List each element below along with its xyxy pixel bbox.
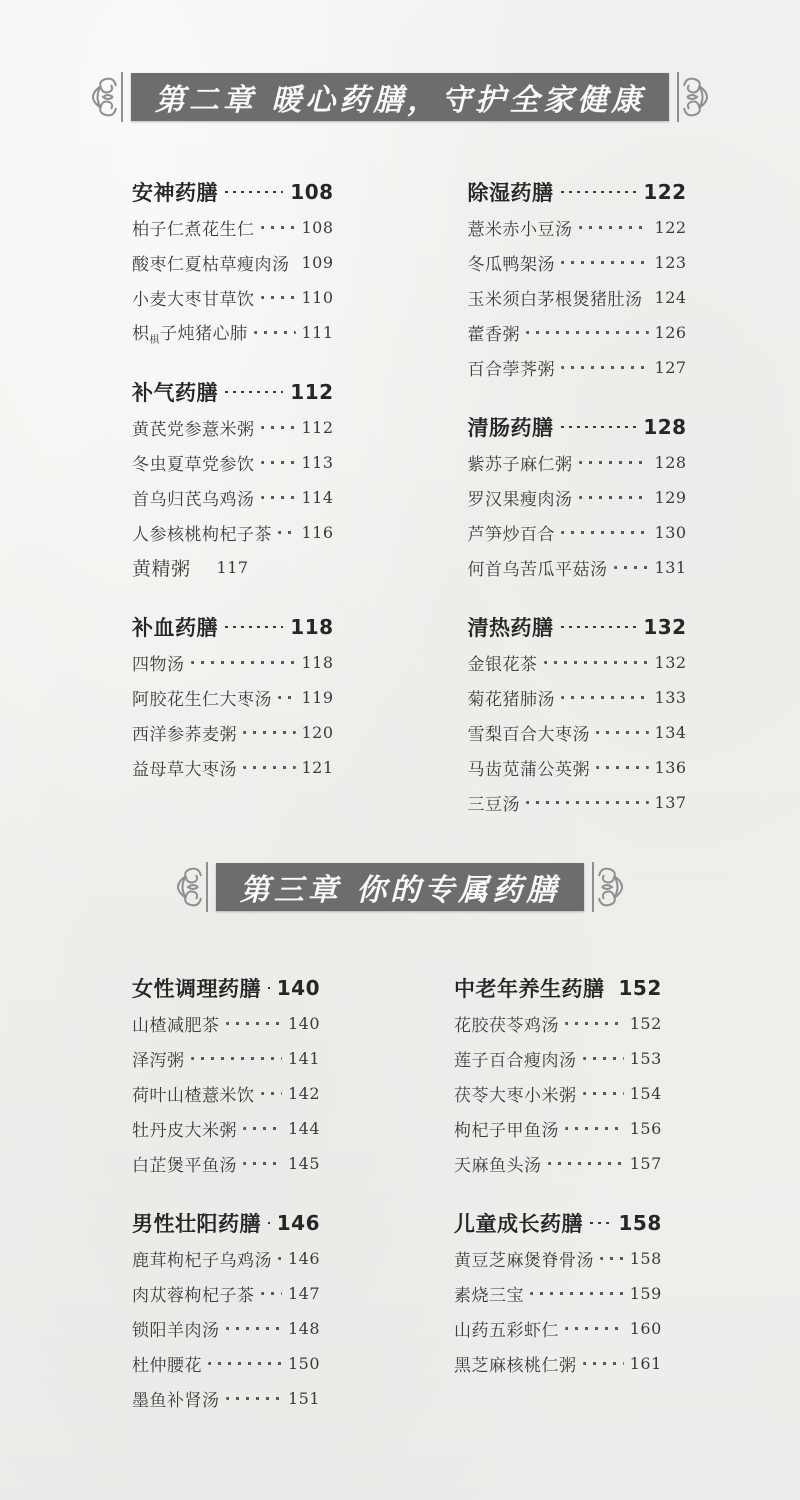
toc-item-row xyxy=(454,1076,662,1111)
section-dot-leader xyxy=(225,191,283,193)
chapter-2-banner-row xyxy=(0,70,800,124)
toc-item-title: 白芷煲平鱼汤 xyxy=(132,1156,237,1176)
toc-item-title: 泽泻粥 xyxy=(132,1051,185,1071)
toc-section xyxy=(468,409,687,585)
toc-item-page: 151 xyxy=(287,1389,320,1408)
toc-item-page: 156 xyxy=(629,1119,662,1138)
toc-item-row xyxy=(468,445,687,480)
section-page: 158 xyxy=(618,1211,662,1235)
section-item-list xyxy=(468,210,687,385)
toc-item-row xyxy=(132,1311,320,1346)
toc-item-page: 109 xyxy=(301,253,334,272)
toc-item-row xyxy=(468,750,687,785)
toc-item-dot-leader xyxy=(243,766,296,769)
section-header xyxy=(454,970,662,1006)
toc-section xyxy=(468,174,687,385)
toc-item-title: 黄豆芝麻煲脊骨汤 xyxy=(454,1251,594,1271)
toc-item-page: 147 xyxy=(287,1284,320,1303)
banner-scroll-ornament-left-icon xyxy=(168,860,210,914)
toc-item-row xyxy=(132,280,334,315)
toc-item-page: 132 xyxy=(654,653,687,672)
toc-item-page: 137 xyxy=(654,793,687,812)
toc-item-title: 锁阳羊肉汤 xyxy=(132,1321,220,1341)
toc-item-dot-leader xyxy=(261,296,296,299)
toc-item-row xyxy=(132,1346,320,1381)
toc-item-dot-leader xyxy=(600,1257,624,1260)
toc-item-title: 素烧三宝 xyxy=(454,1286,524,1306)
toc-item-row xyxy=(132,1041,320,1076)
chapter-2-banner xyxy=(131,73,669,121)
section-item-list xyxy=(454,1241,662,1381)
toc-item-page: 130 xyxy=(654,523,687,542)
toc-item-dot-leader xyxy=(243,1127,282,1130)
toc-item-title: 芦笋炒百合 xyxy=(467,525,556,545)
toc-item-title: 枸杞子甲鱼汤 xyxy=(454,1121,559,1141)
toc-item-row xyxy=(454,1041,662,1076)
section-page: 122 xyxy=(643,180,687,204)
toc-item-title: 杜仲腰花 xyxy=(132,1356,202,1376)
banner-scroll-ornament-right-icon xyxy=(675,70,717,124)
toc-item-page: 119 xyxy=(301,688,334,707)
toc-item-row xyxy=(468,515,687,550)
section-item-list xyxy=(132,210,334,350)
toc-item-page: 133 xyxy=(654,688,687,707)
toc-item-dot-leader xyxy=(548,1162,624,1165)
toc-item-dot-leader xyxy=(261,1092,282,1095)
chapter-3-left-column xyxy=(132,970,320,1416)
toc-item-title: 四物汤 xyxy=(132,655,185,675)
toc-item-row xyxy=(132,1241,320,1276)
section-title: 女性调理药膳 xyxy=(132,977,261,1001)
toc-item-row xyxy=(454,1146,662,1181)
section-title: 男性壮阳药膳 xyxy=(132,1212,261,1236)
toc-item-page: 124 xyxy=(654,288,687,307)
toc-item-row xyxy=(132,515,334,550)
toc-item-title: 益母草大枣汤 xyxy=(132,760,237,780)
toc-item-dot-leader xyxy=(243,1162,282,1165)
toc-item-title: 莲子百合瘦肉汤 xyxy=(454,1051,577,1071)
toc-item-title-small-char: 椇 xyxy=(149,335,160,346)
toc-item-dot-leader xyxy=(208,1362,282,1365)
toc-item-page: 142 xyxy=(287,1084,320,1103)
section-page: 146 xyxy=(276,1211,320,1235)
toc-item-dot-leader xyxy=(579,461,649,464)
toc-item-row xyxy=(468,715,687,750)
banner-scroll-ornament-right-icon xyxy=(590,860,632,914)
toc-item-page: 114 xyxy=(301,488,334,507)
section-page: 140 xyxy=(276,976,320,1000)
toc-item-title: 藿香粥 xyxy=(467,325,521,345)
toc-item-dot-leader xyxy=(544,661,649,664)
toc-item-dot-leader xyxy=(226,1327,282,1330)
section-title: 儿童成长药膳 xyxy=(454,1212,583,1236)
section-dot-leader xyxy=(590,1222,612,1224)
toc-item-dot-leader xyxy=(583,1362,624,1365)
toc-item-page: 146 xyxy=(287,1249,320,1268)
toc-item-row xyxy=(132,715,334,750)
toc-item-page: 111 xyxy=(301,323,334,342)
toc-item-page: 141 xyxy=(287,1049,320,1068)
toc-item-title: 首乌归芪乌鸡汤 xyxy=(132,490,255,510)
toc-item-page: 122 xyxy=(654,218,687,237)
section-header xyxy=(468,609,687,645)
toc-item-title: 百合荸荠粥 xyxy=(467,360,556,380)
toc-item-dot-leader xyxy=(561,531,649,534)
chapter-3-banner xyxy=(216,863,584,911)
section-header xyxy=(468,409,687,445)
toc-item-dot-leader xyxy=(614,566,649,569)
section-title: 清肠药膳 xyxy=(467,416,554,440)
toc-item-row xyxy=(454,1241,662,1276)
section-title: 除湿药膳 xyxy=(467,181,554,205)
section-dot-leader xyxy=(561,426,637,428)
toc-item-page: 145 xyxy=(287,1154,320,1173)
toc-item-row xyxy=(132,645,334,680)
toc-item-row xyxy=(132,315,334,350)
toc-item-dot-leader xyxy=(596,766,649,769)
toc-item-dot-leader xyxy=(565,1022,624,1025)
toc-item-dot-leader xyxy=(526,331,649,334)
toc-item-row xyxy=(468,315,687,350)
section-item-list xyxy=(132,1006,320,1181)
section-dot-leader xyxy=(268,987,270,989)
toc-item-title: 黄精粥 xyxy=(132,558,191,580)
toc-item-dot-leader xyxy=(261,426,296,429)
toc-item-row xyxy=(454,1276,662,1311)
toc-item-page: 129 xyxy=(654,488,687,507)
toc-item-dot-leader xyxy=(191,1057,282,1060)
section-page: 128 xyxy=(643,415,687,439)
toc-item-page: 120 xyxy=(301,723,334,742)
section-dot-leader xyxy=(268,1222,270,1224)
toc-item-page: 121 xyxy=(301,758,334,777)
toc-item-dot-leader xyxy=(579,226,649,229)
toc-item-row xyxy=(132,1276,320,1311)
section-page: 118 xyxy=(290,615,334,639)
toc-item-page: 131 xyxy=(654,558,687,577)
toc-item-title: 花胶茯苓鸡汤 xyxy=(454,1016,559,1036)
chapter-3 xyxy=(0,860,800,1416)
section-title: 补血药膳 xyxy=(132,616,218,640)
chapter-2-columns xyxy=(0,174,800,820)
toc-item-dot-leader xyxy=(565,1327,624,1330)
toc-item-row xyxy=(132,210,334,245)
chapter-3-right-column xyxy=(454,970,662,1416)
toc-item-row xyxy=(468,280,687,315)
toc-section xyxy=(132,174,334,350)
toc-item-dot-leader xyxy=(261,461,296,464)
toc-item-title: 枳$_椇$子炖猪心肺 xyxy=(132,324,248,346)
toc-item-row xyxy=(454,1006,662,1041)
toc-item-dot-leader xyxy=(261,496,296,499)
section-header xyxy=(132,1205,320,1241)
toc-item-row xyxy=(468,550,687,585)
toc-section xyxy=(132,374,334,585)
section-item-list xyxy=(132,1241,320,1416)
toc-item-row xyxy=(132,480,334,515)
toc-item-page: 134 xyxy=(654,723,687,742)
toc-item-dot-leader xyxy=(226,1022,282,1025)
section-dot-leader xyxy=(225,626,283,628)
toc-item-page: 154 xyxy=(629,1084,662,1103)
toc-item-row xyxy=(132,1006,320,1041)
section-title: 安神药膳 xyxy=(132,181,218,205)
section-dot-leader xyxy=(561,191,637,193)
section-dot-leader xyxy=(225,391,283,393)
section-item-list xyxy=(468,645,687,820)
toc-section xyxy=(132,1205,320,1416)
toc-item-title: 金银花茶 xyxy=(467,655,538,675)
toc-item-dot-leader xyxy=(565,1127,624,1130)
toc-item-page: 128 xyxy=(654,453,687,472)
toc-item-title: 牡丹皮大米粥 xyxy=(132,1121,237,1141)
toc-item-dot-leader xyxy=(278,1257,282,1260)
toc-item-page: 136 xyxy=(654,758,687,777)
toc-item-page: 152 xyxy=(629,1014,662,1033)
toc-item-title: 荷叶山楂薏米饮 xyxy=(132,1086,255,1106)
toc-item-page: 160 xyxy=(629,1319,662,1338)
toc-section xyxy=(454,1205,662,1381)
toc-item-dot-leader xyxy=(191,661,296,664)
toc-item-row xyxy=(454,1111,662,1146)
toc-item-page: 113 xyxy=(301,453,334,472)
section-page: 132 xyxy=(643,615,687,639)
section-item-list xyxy=(132,410,334,585)
toc-item-title: 罗汉果瘦肉汤 xyxy=(467,490,573,510)
toc-item-title: 菊花猪肺汤 xyxy=(467,690,556,710)
toc-item-title: 薏米赤小豆汤 xyxy=(467,220,573,240)
toc-item-dot-leader xyxy=(254,331,296,334)
toc-item-title: 雪梨百合大枣汤 xyxy=(467,725,591,745)
toc-item-page: 161 xyxy=(629,1354,662,1373)
toc-item-dot-leader xyxy=(526,801,649,804)
toc-item-page: 123 xyxy=(654,253,687,272)
toc-item-row xyxy=(132,1111,320,1146)
toc-item-dot-leader xyxy=(583,1057,624,1060)
toc-item-page: 157 xyxy=(629,1154,662,1173)
section-header xyxy=(132,374,334,410)
toc-item-page: 126 xyxy=(654,323,687,342)
toc-item-row xyxy=(454,1311,662,1346)
section-header xyxy=(468,174,687,210)
section-item-list xyxy=(468,445,687,585)
toc-item-title: 山药五彩虾仁 xyxy=(454,1321,559,1341)
toc-item-row xyxy=(468,680,687,715)
toc-item-dot-leader xyxy=(278,696,296,699)
toc-section xyxy=(132,609,334,785)
section-header xyxy=(132,609,334,645)
toc-item-title: 紫苏子麻仁粥 xyxy=(467,455,573,475)
toc-item-title: 玉米须白茅根煲猪肚汤 xyxy=(467,290,643,310)
chapter-2-banner-title: 第二章 暖心药膳，守护全家健康 xyxy=(154,83,646,118)
toc-item-title: 马齿苋蒲公英粥 xyxy=(467,760,591,780)
toc-item-dot-leader xyxy=(579,496,649,499)
toc-item-row xyxy=(468,645,687,680)
toc-item-page: 127 xyxy=(654,358,687,377)
toc-item-page: 117 xyxy=(216,558,249,577)
toc-item-title: 鹿茸枸杞子乌鸡汤 xyxy=(132,1251,272,1271)
toc-item-title: 何首乌苦瓜平菇汤 xyxy=(467,560,608,580)
section-item-list xyxy=(454,1006,662,1181)
toc-item-page: 148 xyxy=(287,1319,320,1338)
toc-item-dot-leader xyxy=(261,1292,282,1295)
toc-item-title: 冬瓜鸭架汤 xyxy=(467,255,556,275)
toc-item-page: 112 xyxy=(301,418,334,437)
toc-item-row xyxy=(468,350,687,385)
chapter-3-banner-row xyxy=(0,860,800,914)
toc-item-row xyxy=(132,1076,320,1111)
section-title: 补气药膳 xyxy=(132,381,218,405)
toc-item-dot-leader xyxy=(278,531,296,534)
banner-scroll-ornament-left-icon xyxy=(83,70,125,124)
toc-item-dot-leader xyxy=(226,1397,282,1400)
toc-item-page: 158 xyxy=(629,1249,662,1268)
toc-item-page: 150 xyxy=(287,1354,320,1373)
toc-item-title: 人参核桃枸杞子茶 xyxy=(132,525,272,545)
section-header xyxy=(132,970,320,1006)
toc-item-row xyxy=(132,550,334,585)
toc-item-title: 阿胶花生仁大枣汤 xyxy=(132,690,272,710)
toc-item-title: 柏子仁煮花生仁 xyxy=(132,220,255,240)
section-header xyxy=(454,1205,662,1241)
toc-item-dot-leader xyxy=(261,226,296,229)
toc-item-dot-leader xyxy=(530,1292,624,1295)
toc-item-dot-leader xyxy=(197,566,211,569)
toc-item-row xyxy=(132,750,334,785)
toc-item-row xyxy=(468,210,687,245)
toc-item-title: 酸枣仁夏枯草瘦肉汤 xyxy=(132,255,290,275)
chapter-2-left-column xyxy=(132,174,334,820)
toc-item-row xyxy=(132,245,334,280)
toc-item-row xyxy=(132,1381,320,1416)
toc-item-title: 三豆汤 xyxy=(467,795,521,815)
toc-item-page: 118 xyxy=(301,653,334,672)
toc-section xyxy=(468,609,687,820)
toc-item-row xyxy=(132,410,334,445)
toc-item-title: 冬虫夏草党参饮 xyxy=(132,455,255,475)
toc-item-row xyxy=(132,680,334,715)
toc-item-title: 小麦大枣甘草饮 xyxy=(132,290,255,310)
chapter-2-right-column xyxy=(468,174,687,820)
toc-item-row xyxy=(132,445,334,480)
section-title: 清热药膳 xyxy=(467,616,554,640)
chapter-3-columns xyxy=(0,970,800,1416)
toc-item-page: 159 xyxy=(629,1284,662,1303)
toc-item-page: 140 xyxy=(287,1014,320,1033)
toc-item-page: 108 xyxy=(301,218,334,237)
toc-item-dot-leader xyxy=(561,366,649,369)
chapter-2 xyxy=(0,70,800,820)
toc-item-row xyxy=(468,785,687,820)
section-page: 112 xyxy=(290,380,334,404)
toc-item-page: 110 xyxy=(301,288,334,307)
toc-item-title: 山楂减肥茶 xyxy=(132,1016,220,1036)
section-title: 中老年养生药膳 xyxy=(454,977,605,1001)
toc-item-row xyxy=(132,1146,320,1181)
section-item-list xyxy=(132,645,334,785)
section-page: 152 xyxy=(618,976,662,1000)
toc-item-title: 肉苁蓉枸杞子茶 xyxy=(132,1286,255,1306)
toc-item-row xyxy=(468,245,687,280)
toc-item-dot-leader xyxy=(243,731,296,734)
toc-item-dot-leader xyxy=(561,261,649,264)
toc-item-title: 西洋参荞麦粥 xyxy=(132,725,237,745)
toc-item-row xyxy=(468,480,687,515)
toc-item-page: 153 xyxy=(629,1049,662,1068)
section-dot-leader xyxy=(561,626,637,628)
toc-item-dot-leader xyxy=(583,1092,624,1095)
toc-item-dot-leader xyxy=(561,696,649,699)
toc-section xyxy=(454,970,662,1181)
chapter-3-banner-title: 第三章 你的专属药膳 xyxy=(239,873,561,908)
toc-item-title: 茯苓大枣小米粥 xyxy=(454,1086,577,1106)
toc-section xyxy=(132,970,320,1181)
toc-item-dot-leader xyxy=(596,731,649,734)
toc-item-title: 墨鱼补肾汤 xyxy=(132,1391,220,1411)
section-header xyxy=(132,174,334,210)
toc-item-page: 144 xyxy=(287,1119,320,1138)
toc-item-row xyxy=(454,1346,662,1381)
toc-item-title: 黄芪党参薏米粥 xyxy=(132,420,255,440)
toc-item-title: 黑芝麻核桃仁粥 xyxy=(454,1356,577,1376)
toc-item-title: 天麻鱼头汤 xyxy=(454,1156,542,1176)
toc-item-page: 116 xyxy=(301,523,334,542)
section-page: 108 xyxy=(290,180,334,204)
